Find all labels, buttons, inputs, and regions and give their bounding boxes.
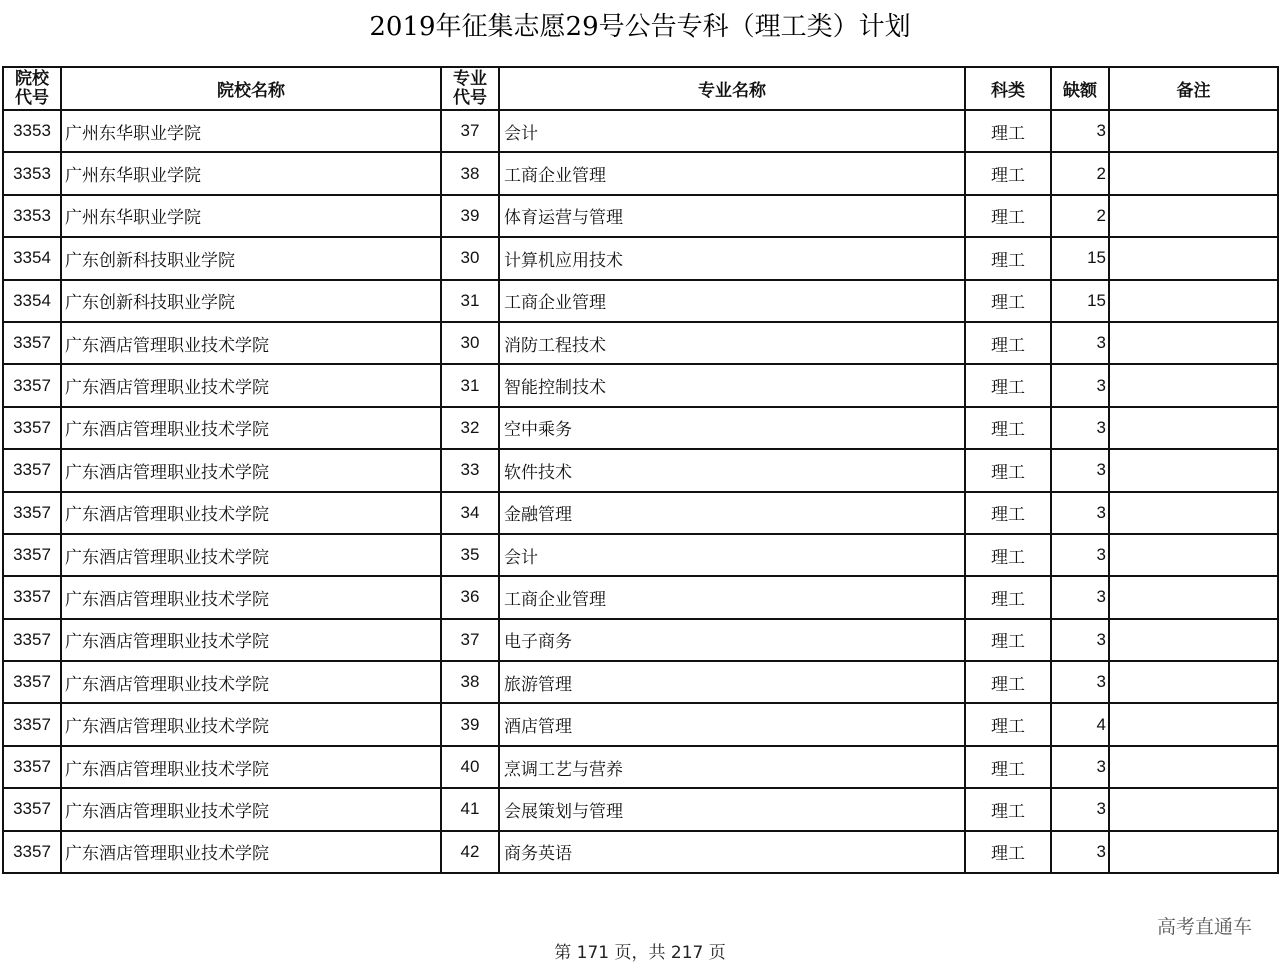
- header-school-name: 院校名称: [61, 67, 441, 110]
- cell-category: 理工: [965, 364, 1051, 406]
- cell-remarks: [1109, 449, 1278, 491]
- cell-category: 理工: [965, 619, 1051, 661]
- cell-school-name: 广东酒店管理职业技术学院: [61, 576, 441, 618]
- table-row: [3, 237, 1278, 279]
- cell-school-code: 3357: [3, 407, 61, 449]
- cell-category: 理工: [965, 661, 1051, 703]
- cell-vacancy: 3: [1051, 831, 1109, 873]
- cell-major-name: 计算机应用技术: [499, 237, 965, 279]
- cell-school-name: 广东酒店管理职业技术学院: [61, 449, 441, 491]
- cell-school-name: 广东酒店管理职业技术学院: [61, 788, 441, 830]
- cell-category: 理工: [965, 576, 1051, 618]
- header-major-name: 专业名称: [499, 67, 965, 110]
- cell-vacancy: 2: [1051, 152, 1109, 194]
- cell-major-name: 工商企业管理: [499, 576, 965, 618]
- cell-category: 理工: [965, 280, 1051, 322]
- watermark-text: 高考直通车: [1156, 916, 1252, 938]
- cell-remarks: [1109, 237, 1278, 279]
- table-row: [3, 152, 1278, 194]
- cell-school-code: 3357: [3, 534, 61, 576]
- cell-school-name: 广东酒店管理职业技术学院: [61, 619, 441, 661]
- cell-major-code: 30: [441, 322, 499, 364]
- table-row: [3, 661, 1278, 703]
- cell-remarks: [1109, 364, 1278, 406]
- cell-vacancy: 3: [1051, 576, 1109, 618]
- cell-remarks: [1109, 661, 1278, 703]
- cell-major-name: 旅游管理: [499, 661, 965, 703]
- cell-remarks: [1109, 492, 1278, 534]
- cell-remarks: [1109, 703, 1278, 745]
- header-vacancy: 缺额: [1051, 67, 1109, 110]
- header-category: 科类: [965, 67, 1051, 110]
- page-footer: 第 171 页，共 217 页: [554, 943, 726, 963]
- header-major-code: [441, 67, 499, 110]
- table-row: [3, 322, 1278, 364]
- cell-major-name: 体育运营与管理: [499, 195, 965, 237]
- cell-major-name: 会计: [499, 110, 965, 152]
- cell-category: 理工: [965, 152, 1051, 194]
- table-row: [3, 492, 1278, 534]
- cell-major-code: 38: [441, 661, 499, 703]
- cell-remarks: [1109, 152, 1278, 194]
- cell-school-code: 3357: [3, 703, 61, 745]
- cell-vacancy: 15: [1051, 237, 1109, 279]
- table-row: [3, 703, 1278, 745]
- cell-major-code: 31: [441, 364, 499, 406]
- cell-school-code: 3357: [3, 449, 61, 491]
- cell-major-code: 42: [441, 831, 499, 873]
- cell-school-code: 3353: [3, 152, 61, 194]
- table-row: [3, 619, 1278, 661]
- cell-school-code: 3357: [3, 746, 61, 788]
- table-row: [3, 576, 1278, 618]
- cell-remarks: [1109, 746, 1278, 788]
- cell-major-code: 35: [441, 534, 499, 576]
- cell-remarks: [1109, 534, 1278, 576]
- cell-vacancy: 3: [1051, 110, 1109, 152]
- cell-school-name: 广东酒店管理职业技术学院: [61, 364, 441, 406]
- table-body: [3, 110, 1278, 873]
- cell-major-name: 商务英语: [499, 831, 965, 873]
- table-row: [3, 407, 1278, 449]
- table-row: [3, 534, 1278, 576]
- cell-remarks: [1109, 195, 1278, 237]
- cell-major-code: 39: [441, 195, 499, 237]
- cell-category: 理工: [965, 407, 1051, 449]
- cell-school-code: 3354: [3, 280, 61, 322]
- cell-major-code: 38: [441, 152, 499, 194]
- cell-school-name: 广东创新科技职业学院: [61, 280, 441, 322]
- cell-school-code: 3357: [3, 788, 61, 830]
- cell-remarks: [1109, 322, 1278, 364]
- cell-remarks: [1109, 788, 1278, 830]
- cell-school-name: 广东酒店管理职业技术学院: [61, 407, 441, 449]
- cell-major-name: 电子商务: [499, 619, 965, 661]
- cell-major-name: 智能控制技术: [499, 364, 965, 406]
- cell-school-name: 广州东华职业学院: [61, 110, 441, 152]
- cell-major-code: 34: [441, 492, 499, 534]
- cell-remarks: [1109, 110, 1278, 152]
- cell-school-code: 3357: [3, 364, 61, 406]
- cell-school-code: 3357: [3, 322, 61, 364]
- cell-remarks: [1109, 619, 1278, 661]
- cell-major-code: 37: [441, 110, 499, 152]
- header-major-code-text: 专业 代号: [453, 68, 487, 108]
- cell-remarks: [1109, 407, 1278, 449]
- cell-vacancy: 3: [1051, 788, 1109, 830]
- cell-vacancy: 3: [1051, 661, 1109, 703]
- cell-school-name: 广东酒店管理职业技术学院: [61, 492, 441, 534]
- cell-school-name: 广州东华职业学院: [61, 152, 441, 194]
- cell-major-name: 工商企业管理: [499, 280, 965, 322]
- cell-vacancy: 3: [1051, 492, 1109, 534]
- cell-vacancy: 3: [1051, 534, 1109, 576]
- plan-table: [2, 66, 1279, 874]
- cell-school-name: 广东酒店管理职业技术学院: [61, 703, 441, 745]
- cell-vacancy: 3: [1051, 619, 1109, 661]
- cell-category: 理工: [965, 237, 1051, 279]
- cell-major-code: 37: [441, 619, 499, 661]
- header-remarks: 备注: [1109, 67, 1278, 110]
- cell-major-name: 消防工程技术: [499, 322, 965, 364]
- cell-major-code: 39: [441, 703, 499, 745]
- cell-school-name: 广东酒店管理职业技术学院: [61, 831, 441, 873]
- cell-school-name: 广东创新科技职业学院: [61, 237, 441, 279]
- cell-school-name: 广东酒店管理职业技术学院: [61, 322, 441, 364]
- table-row: [3, 746, 1278, 788]
- cell-vacancy: 3: [1051, 449, 1109, 491]
- table-row: [3, 280, 1278, 322]
- cell-vacancy: 3: [1051, 407, 1109, 449]
- cell-major-code: 30: [441, 237, 499, 279]
- cell-vacancy: 3: [1051, 746, 1109, 788]
- cell-school-name: 广东酒店管理职业技术学院: [61, 746, 441, 788]
- cell-school-name: 广州东华职业学院: [61, 195, 441, 237]
- cell-vacancy: 15: [1051, 280, 1109, 322]
- table-row: [3, 788, 1278, 830]
- cell-major-code: 31: [441, 280, 499, 322]
- cell-major-code: 36: [441, 576, 499, 618]
- cell-school-code: 3353: [3, 110, 61, 152]
- page-title: 2019年征集志愿29号公告专科（理工类）计划: [369, 12, 911, 42]
- cell-category: 理工: [965, 788, 1051, 830]
- cell-school-code: 3357: [3, 492, 61, 534]
- header-school-code-text: 院校 代号: [15, 68, 49, 108]
- cell-vacancy: 3: [1051, 322, 1109, 364]
- cell-category: 理工: [965, 492, 1051, 534]
- cell-major-name: 会展策划与管理: [499, 788, 965, 830]
- cell-school-code: 3357: [3, 831, 61, 873]
- cell-category: 理工: [965, 831, 1051, 873]
- cell-school-name: 广东酒店管理职业技术学院: [61, 534, 441, 576]
- table-header-row: [3, 67, 1278, 110]
- cell-major-code: 41: [441, 788, 499, 830]
- header-school-code: [3, 67, 61, 110]
- table-row: [3, 831, 1278, 873]
- cell-school-code: 3354: [3, 237, 61, 279]
- cell-remarks: [1109, 576, 1278, 618]
- cell-major-name: 会计: [499, 534, 965, 576]
- table-row: [3, 449, 1278, 491]
- cell-category: 理工: [965, 449, 1051, 491]
- cell-school-code: 3357: [3, 576, 61, 618]
- cell-remarks: [1109, 280, 1278, 322]
- cell-school-code: 3353: [3, 195, 61, 237]
- cell-category: 理工: [965, 703, 1051, 745]
- cell-major-name: 金融管理: [499, 492, 965, 534]
- cell-vacancy: 3: [1051, 364, 1109, 406]
- cell-vacancy: 4: [1051, 703, 1109, 745]
- cell-major-name: 空中乘务: [499, 407, 965, 449]
- cell-school-name: 广东酒店管理职业技术学院: [61, 661, 441, 703]
- cell-major-name: 酒店管理: [499, 703, 965, 745]
- table-row: [3, 195, 1278, 237]
- cell-major-code: 33: [441, 449, 499, 491]
- cell-major-name: 软件技术: [499, 449, 965, 491]
- table-row: [3, 364, 1278, 406]
- cell-category: 理工: [965, 322, 1051, 364]
- cell-major-name: 工商企业管理: [499, 152, 965, 194]
- cell-category: 理工: [965, 746, 1051, 788]
- cell-major-code: 32: [441, 407, 499, 449]
- cell-school-code: 3357: [3, 661, 61, 703]
- cell-category: 理工: [965, 534, 1051, 576]
- cell-category: 理工: [965, 110, 1051, 152]
- cell-major-code: 40: [441, 746, 499, 788]
- cell-category: 理工: [965, 195, 1051, 237]
- cell-school-code: 3357: [3, 619, 61, 661]
- cell-vacancy: 2: [1051, 195, 1109, 237]
- cell-remarks: [1109, 831, 1278, 873]
- table-row: [3, 110, 1278, 152]
- cell-major-name: 烹调工艺与营养: [499, 746, 965, 788]
